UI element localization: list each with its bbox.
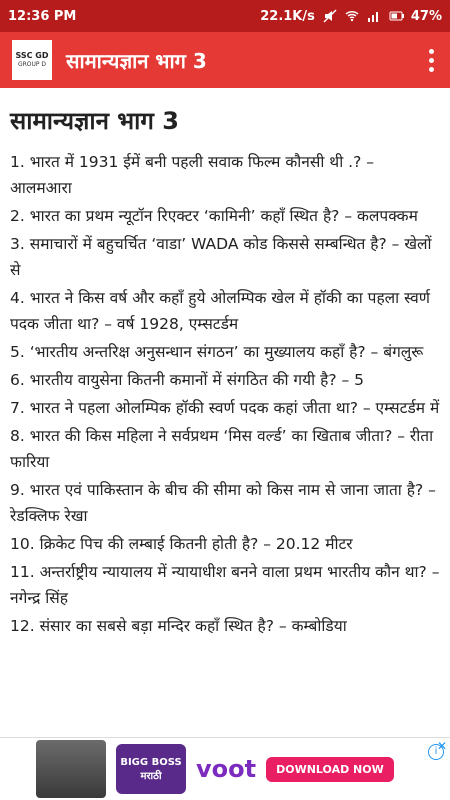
article-heading: सामान्यज्ञान भाग 3 xyxy=(10,107,179,135)
qa-item: 7. भारत ने पहला ओलम्पिक हॉकी स्वर्ण पदक कहां जीता था? – एम्सटर्डम में xyxy=(10,399,440,417)
article xyxy=(0,88,450,639)
page-title: सामान्यज्ञान भाग 3 xyxy=(66,48,207,73)
ad-person-image xyxy=(36,740,106,798)
qa-item: 8. भारत की किस महिला ने सर्वप्रथम ‘मिस वर्ल्ड’ का खिताब जीता? – रीता फारिया xyxy=(10,427,434,471)
signal-icon xyxy=(367,9,381,23)
qa-item: 5. ‘भारतीय अन्तरिक्ष अनुसन्धान संगठन’ का मुख्यालय कहाँ है? – बंगलुरू xyxy=(10,343,424,361)
mute-icon xyxy=(323,9,337,23)
ad-badge xyxy=(116,744,186,794)
qa-item: 1. भारत में 1931 ईमें बनी पहली सवाक फिल्म कौनसी थी .? – आलमआरा xyxy=(10,153,374,197)
close-icon[interactable]: ✕ xyxy=(436,739,448,753)
status-bar xyxy=(0,0,450,32)
more-vert-icon[interactable] xyxy=(422,49,440,72)
qa-item: 10. क्रिकेट पिच की लम्बाई कितनी होती है? – 20.12 मीटर xyxy=(10,535,353,553)
ad-info-icon[interactable]: i xyxy=(428,744,444,760)
ad-badge-line1: BIGG BOSS xyxy=(120,756,182,768)
ad-badge-line2: मराठी xyxy=(140,770,162,782)
qa-item: 4. भारत ने किस वर्ष और कहाँ हुये ओलम्पिक खेल में हॉकी का पहला स्वर्ण पदक जीता था? – वर्ष 1928, एम्सटर्डम xyxy=(10,289,430,333)
logo-line2: GROUP D xyxy=(17,61,47,68)
qa-item: 9. भारत एवं पाकिस्तान के बीच की सीमा को किस नाम से जाना जाता है? – रेडक्लिफ रेखा xyxy=(10,481,436,525)
ad-content[interactable] xyxy=(26,740,424,798)
qa-item: 11. अन्तर्राष्ट्रीय न्यायालय में न्यायाधीश बनने वाला प्रथम भारतीय कौन था? – नगेन्द्र सिंह xyxy=(10,563,440,607)
battery-percent: 47% xyxy=(410,8,442,24)
qa-item: 2. भारत का प्रथम न्यूटॉन रिएक्टर ‘कामिनी’ कहाँ स्थित है? – कलपक्कम xyxy=(10,207,418,225)
qa-list xyxy=(10,149,440,639)
ad-banner[interactable] xyxy=(0,737,450,800)
logo-line1: SSC GD xyxy=(15,51,49,60)
app-bar xyxy=(0,32,450,88)
status-net-speed: 22.1K/s xyxy=(260,8,315,24)
status-time: 12:36 PM xyxy=(8,8,77,24)
ad-brand: voot xyxy=(196,755,257,783)
qa-item: 6. भारतीय वायुसेना कितनी कमानों में संगठित की गयी है? – 5 xyxy=(10,371,365,389)
qa-item: 3. समाचारों में बहुचर्चित ‘वाडा’ WADA कोड किससे सम्बन्धित है? – खेलों से xyxy=(10,235,432,279)
app-logo xyxy=(10,38,54,82)
wifi-icon xyxy=(345,9,359,23)
battery-icon xyxy=(389,9,403,23)
qa-item: 12. संसार का सबसे बड़ा मन्दिर कहाँ स्थित है? – कम्बोडिया xyxy=(10,617,347,635)
ad-download-button[interactable]: DOWNLOAD NOW xyxy=(266,757,394,782)
